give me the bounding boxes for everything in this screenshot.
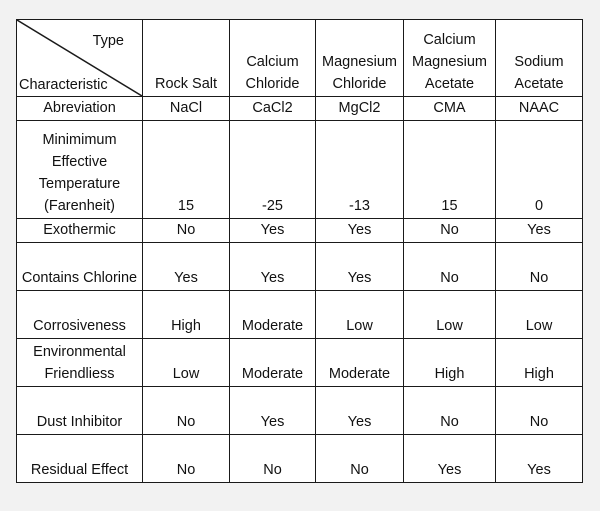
corner-type-label: Type: [92, 33, 124, 49]
table-cell: High: [404, 339, 496, 387]
table-cell: Yes: [316, 387, 404, 435]
row-label: Corrosiveness: [17, 291, 143, 339]
table-cell: Yes: [316, 243, 404, 291]
column-header-line: Rock Salt: [154, 76, 218, 92]
row-label: Minimimum Effective Temperature (Farenheit): [17, 121, 143, 219]
table-cell: Yes: [143, 243, 230, 291]
table-cell: Yes: [404, 435, 496, 483]
table-cell: Low: [404, 291, 496, 339]
table-cell: Moderate: [230, 291, 316, 339]
table-cell: -25: [230, 121, 316, 219]
table-cell: -13: [316, 121, 404, 219]
table-cell: No: [404, 243, 496, 291]
table-cell: Yes: [230, 387, 316, 435]
table-cell: NaCl: [143, 97, 230, 121]
table-cell: No: [404, 387, 496, 435]
table-cell: Moderate: [230, 339, 316, 387]
column-header-line: Acetate: [424, 76, 475, 92]
table-row-min-temperature: [17, 121, 583, 219]
table-cell: Low: [143, 339, 230, 387]
column-header-line: Calcium: [423, 32, 476, 48]
table-row-dust-inhibitor: [17, 387, 583, 435]
table-cell: 0: [496, 121, 583, 219]
deicer-comparison-table: [16, 19, 583, 483]
column-header-line: Chloride: [332, 76, 387, 92]
corner-characteristic-label: Characteristic: [19, 77, 108, 93]
table-cell: Yes: [230, 219, 316, 243]
table-row-corrosiveness: [17, 291, 583, 339]
column-header-line: Acetate: [514, 76, 564, 92]
column-header-rock-salt: [143, 20, 230, 97]
table-cell: High: [496, 339, 583, 387]
table-row-abbreviation: [17, 97, 583, 121]
corner-header-cell: [17, 20, 143, 97]
column-header-calcium-magnesium-acetate: [404, 20, 496, 97]
table-cell: Yes: [496, 219, 583, 243]
row-label: Contains Chlorine: [17, 243, 143, 291]
row-label: Exothermic: [17, 219, 143, 243]
column-header-calcium-chloride: [230, 20, 316, 97]
table-row-contains-chlorine: [17, 243, 583, 291]
column-header-sodium-acetate: [496, 20, 583, 97]
table-cell: Low: [316, 291, 404, 339]
table-cell: High: [143, 291, 230, 339]
table-cell: No: [404, 219, 496, 243]
table-cell: CaCl2: [230, 97, 316, 121]
table-cell: CMA: [404, 97, 496, 121]
header-row: [17, 20, 583, 97]
column-header-line: Sodium: [514, 54, 564, 70]
table-cell: 15: [404, 121, 496, 219]
column-header-line: Magnesium: [412, 54, 487, 70]
table-cell: Yes: [316, 219, 404, 243]
table-cell: NAAC: [496, 97, 583, 121]
table-cell: No: [496, 243, 583, 291]
table-cell: No: [143, 435, 230, 483]
table-cell: Yes: [230, 243, 316, 291]
table-cell: 15: [143, 121, 230, 219]
table-row-environmental-friendliness: [17, 339, 583, 387]
row-label: Abreviation: [17, 97, 143, 121]
table-row-residual-effect: [17, 435, 583, 483]
table-cell: No: [230, 435, 316, 483]
column-header-magnesium-chloride: [316, 20, 404, 97]
table-cell: No: [143, 387, 230, 435]
table-cell: Yes: [496, 435, 583, 483]
table-cell: Moderate: [316, 339, 404, 387]
table-cell: No: [496, 387, 583, 435]
row-label: Dust Inhibitor: [17, 387, 143, 435]
table-row-exothermic: [17, 219, 583, 243]
row-label: Environmental Friendliess: [17, 339, 143, 387]
table-cell: Low: [496, 291, 583, 339]
column-header-line: Chloride: [245, 76, 300, 92]
table-cell: MgCl2: [316, 97, 404, 121]
table-cell: No: [316, 435, 404, 483]
table-cell: No: [143, 219, 230, 243]
column-header-line: Calcium: [246, 54, 299, 70]
row-label: Residual Effect: [17, 435, 143, 483]
column-header-line: Magnesium: [322, 54, 397, 70]
